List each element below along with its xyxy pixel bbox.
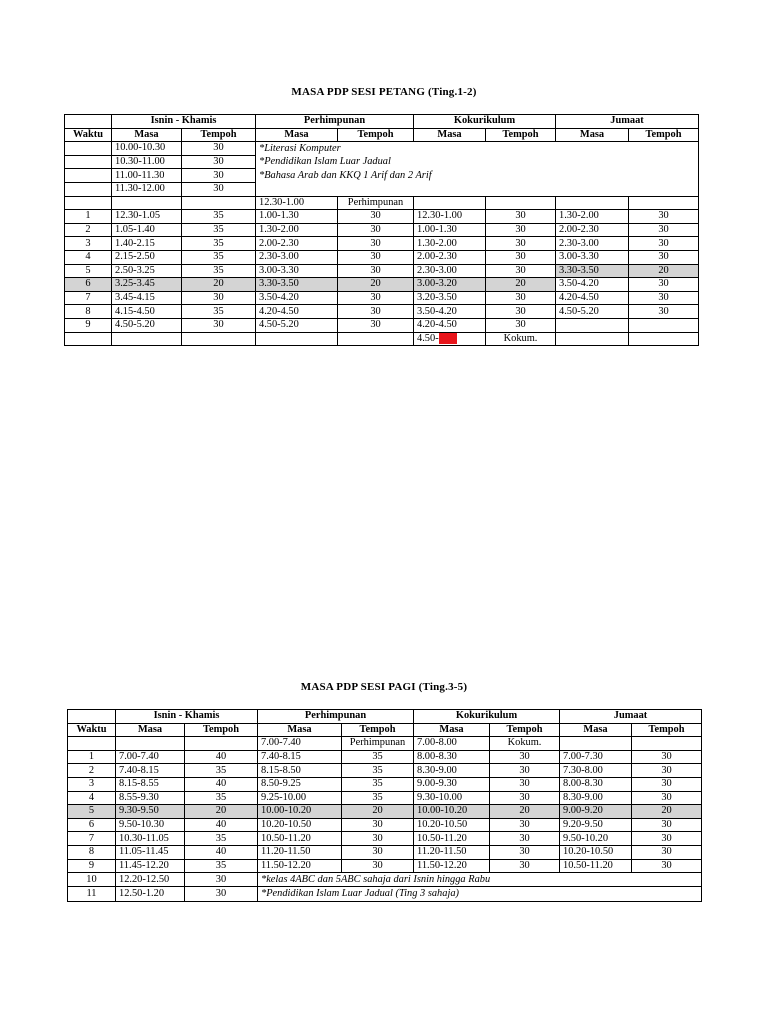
table-cell: 35 [182, 305, 256, 319]
table-cell: 30 [338, 318, 414, 332]
table-cell [556, 332, 629, 346]
table-cell: 1 [68, 750, 116, 764]
table-cell: 40 [185, 750, 258, 764]
table-cell: 35 [342, 791, 414, 805]
column-header-row [68, 723, 702, 737]
table-cell: 11.20-11.50 [258, 845, 342, 859]
table-cell: 30 [629, 223, 699, 237]
table-cell: 7 [65, 291, 112, 305]
table-cell: 20 [490, 805, 560, 819]
table-cell: 30 [182, 182, 256, 196]
table-cell: 9.00-9.30 [414, 777, 490, 791]
table-cell: 3.00-3.20 [414, 278, 486, 292]
table-cell: 3.50-4.20 [256, 291, 338, 305]
table-cell: 35 [185, 859, 258, 873]
table-cell: 30 [182, 155, 256, 169]
table-row [65, 142, 699, 156]
table-cell: Perhimpunan [338, 196, 414, 210]
column-header: Masa [116, 723, 185, 737]
table-cell: 30 [629, 237, 699, 251]
table-cell: Kokum. [490, 737, 560, 751]
table-cell: 8.55-9.30 [116, 791, 185, 805]
table-cell [65, 332, 112, 346]
table-row [65, 210, 699, 224]
table-cell: 12.30-1.00 [256, 196, 338, 210]
group-header: Kokurikulum [414, 115, 556, 129]
table-cell: 30 [632, 818, 702, 832]
group-header: Isnin - Khamis [112, 115, 256, 129]
table-cell: 3.45-4.15 [112, 291, 182, 305]
table-cell: 30 [632, 764, 702, 778]
table-cell: 30 [338, 250, 414, 264]
table-cell: 30 [629, 291, 699, 305]
table-cell [65, 169, 112, 183]
table-cell: 8.00-8.30 [560, 777, 632, 791]
table-cell: 12.20-12.50 [116, 873, 185, 887]
table-cell: 3.25-3.45 [112, 278, 182, 292]
kokum-time-start: 4.50- [417, 332, 439, 344]
table-cell: 3.50-4.20 [414, 305, 486, 319]
table-cell: 30 [338, 210, 414, 224]
table-cell: 7.00-7.40 [116, 750, 185, 764]
table-cell: 4.50-5.20 [256, 318, 338, 332]
table-cell: 40 [185, 777, 258, 791]
column-header: Tempoh [490, 723, 560, 737]
table-cell: 10.30-11.05 [116, 832, 185, 846]
table-cell [632, 737, 702, 751]
table-cell: 6 [65, 278, 112, 292]
table-cell: 20 [185, 805, 258, 819]
table-cell: 30 [490, 859, 560, 873]
table-cell [185, 737, 258, 751]
group-header: Perhimpunan [258, 710, 414, 724]
table-cell: 8.15-8.55 [116, 777, 185, 791]
column-header: Tempoh [185, 723, 258, 737]
table-cell: 30 [342, 859, 414, 873]
table-cell: 35 [182, 223, 256, 237]
table-cell: 4.20-4.50 [556, 291, 629, 305]
table-cell [629, 196, 699, 210]
table-cell: 30 [632, 859, 702, 873]
table-cell: 10.50-11.20 [258, 832, 342, 846]
table-cell: 35 [182, 250, 256, 264]
table-cell: 2 [65, 223, 112, 237]
table-cell: 30 [342, 845, 414, 859]
table-cell: 30 [338, 264, 414, 278]
group-header-row [68, 710, 702, 724]
table-cell: 6 [68, 818, 116, 832]
table-cell: 4.15-4.50 [112, 305, 182, 319]
table-cell: 30 [182, 169, 256, 183]
group-header: Jumaat [560, 710, 702, 724]
table-cell: 10.50-11.20 [560, 859, 632, 873]
column-header: Tempoh [632, 723, 702, 737]
table-cell: 10 [68, 873, 116, 887]
table-cell: 8.30-9.00 [414, 764, 490, 778]
table-cell: 30 [486, 305, 556, 319]
table-cell: 9.25-10.00 [258, 791, 342, 805]
group-header: Perhimpunan [256, 115, 414, 129]
table-cell: 35 [185, 832, 258, 846]
table-cell: 30 [182, 318, 256, 332]
table-cell: 7.00-7.40 [258, 737, 342, 751]
column-header: Tempoh [182, 128, 256, 142]
table-cell: 30 [490, 750, 560, 764]
table-cell: 30 [490, 764, 560, 778]
table-cell: 30 [490, 791, 560, 805]
table-cell: 30 [629, 278, 699, 292]
table-cell [112, 332, 182, 346]
blank-header-cell [65, 115, 112, 129]
kokum-masa-cell [414, 332, 486, 346]
table-cell: 9.00-9.20 [560, 805, 632, 819]
column-header-row [65, 128, 699, 142]
table-cell: 9.30-10.00 [414, 791, 490, 805]
table-cell: 4.50-5.20 [112, 318, 182, 332]
table-cell: 3.00-3.30 [556, 250, 629, 264]
table-cell [65, 155, 112, 169]
table-cell: 35 [182, 264, 256, 278]
table-cell [65, 182, 112, 196]
table-cell: 10.50-11.20 [414, 832, 490, 846]
table-cell: 30 [185, 873, 258, 887]
table-row [68, 859, 702, 873]
group-header: Jumaat [556, 115, 699, 129]
table-cell: 30 [632, 750, 702, 764]
table-cell: 3.50-4.20 [556, 278, 629, 292]
table-cell: 30 [185, 887, 258, 901]
table-cell: 30 [632, 845, 702, 859]
table-cell: 35 [342, 750, 414, 764]
table-row [65, 305, 699, 319]
table-cell: 20 [486, 278, 556, 292]
table-cell: 35 [185, 791, 258, 805]
table-cell: 2.00-2.30 [414, 250, 486, 264]
table-cell: 9.50-10.20 [560, 832, 632, 846]
table-cell: 2.00-2.30 [556, 223, 629, 237]
table-cell: 30 [486, 223, 556, 237]
table-cell: 11 [68, 887, 116, 901]
table-cell: 10.00-10.30 [112, 142, 182, 156]
table-cell: 2.00-2.30 [256, 237, 338, 251]
table-cell: Kokum. [486, 332, 556, 346]
column-header: Masa [560, 723, 632, 737]
table-cell [414, 196, 486, 210]
table-cell: 11.20-11.50 [414, 845, 490, 859]
table-cell [556, 196, 629, 210]
table-cell: 10.00-10.20 [414, 805, 490, 819]
kokum-time-end-highlight: 5.50 [438, 332, 457, 344]
table-cell: 2.15-2.50 [112, 250, 182, 264]
table-row [65, 291, 699, 305]
table-cell: 8 [65, 305, 112, 319]
table-cell [560, 737, 632, 751]
table-cell: 8.50-9.25 [258, 777, 342, 791]
table-row [65, 237, 699, 251]
column-header: Tempoh [342, 723, 414, 737]
table-cell: 3 [68, 777, 116, 791]
table-cell: 7.00-7.30 [560, 750, 632, 764]
assembly-row [65, 196, 699, 210]
table-row [68, 791, 702, 805]
column-header: Tempoh [629, 128, 699, 142]
table-row [65, 278, 699, 292]
table-cell: 11.05-11.45 [116, 845, 185, 859]
table-cell [65, 196, 112, 210]
table-row [68, 887, 702, 901]
table-cell: 30 [486, 291, 556, 305]
table-cell: 35 [342, 777, 414, 791]
table-cell: 10.20-10.50 [414, 818, 490, 832]
table-cell [338, 332, 414, 346]
column-header: Waktu [68, 723, 116, 737]
table-cell: 10.20-10.50 [560, 845, 632, 859]
table-cell: 30 [486, 264, 556, 278]
table-cell: 1.00-1.30 [414, 223, 486, 237]
table-cell: 30 [629, 250, 699, 264]
note-cell: *kelas 4ABC dan 5ABC sahaja dari Isnin hingga Rabu [258, 873, 702, 887]
table-cell: 4.20-4.50 [256, 305, 338, 319]
table-cell [556, 318, 629, 332]
table-cell: 12.30-1.05 [112, 210, 182, 224]
petang-title: MASA PDP SESI PETANG (Ting.1-2) [291, 86, 477, 98]
table-cell: 35 [182, 210, 256, 224]
table-cell: 20 [342, 805, 414, 819]
table-cell [182, 196, 256, 210]
table-cell: 3.20-3.50 [414, 291, 486, 305]
table-row [65, 250, 699, 264]
assembly-row [68, 737, 702, 751]
table-cell: 2.30-3.00 [556, 237, 629, 251]
table-cell: 30 [629, 210, 699, 224]
table-cell: 10.20-10.50 [258, 818, 342, 832]
column-header: Masa [414, 128, 486, 142]
petang-timetable [64, 114, 699, 346]
table-cell: 11.50-12.20 [258, 859, 342, 873]
table-cell: 12.50-1.20 [116, 887, 185, 901]
table-cell: 4 [65, 250, 112, 264]
note-line: *Bahasa Arab dan KKQ 1 Arif dan 2 Arif [259, 169, 432, 181]
table-cell: 7.30-8.00 [560, 764, 632, 778]
table-cell: 30 [629, 305, 699, 319]
table-cell: 30 [632, 791, 702, 805]
column-header: Tempoh [486, 128, 556, 142]
table-cell [486, 196, 556, 210]
table-cell: 1.30-2.00 [556, 210, 629, 224]
table-cell: 30 [486, 237, 556, 251]
table-cell [182, 332, 256, 346]
table-cell: 20 [629, 264, 699, 278]
table-cell: 10.00-10.20 [258, 805, 342, 819]
table-cell: 20 [632, 805, 702, 819]
table-cell: 30 [486, 210, 556, 224]
table-row [68, 764, 702, 778]
group-header-row [65, 115, 699, 129]
table-cell: 12.30-1.00 [414, 210, 486, 224]
table-cell [68, 737, 116, 751]
table-cell: 30 [338, 223, 414, 237]
table-cell: 1.40-2.15 [112, 237, 182, 251]
table-cell: 5 [68, 805, 116, 819]
table-row [65, 264, 699, 278]
table-cell: 35 [185, 764, 258, 778]
table-cell: 2 [68, 764, 116, 778]
table-cell: 2.50-3.25 [112, 264, 182, 278]
table-cell: 9 [68, 859, 116, 873]
table-cell: 5 [65, 264, 112, 278]
table-cell: 20 [338, 278, 414, 292]
table-cell: 9 [65, 318, 112, 332]
table-cell: 4 [68, 791, 116, 805]
table-cell: 30 [490, 818, 560, 832]
table-cell: 35 [342, 764, 414, 778]
table-row [65, 223, 699, 237]
table-cell: 9.30-9.50 [116, 805, 185, 819]
table-cell: 20 [182, 278, 256, 292]
table-cell: 1 [65, 210, 112, 224]
note-cell: *Pendidikan Islam Luar Jadual (Ting 3 sahaja) [258, 887, 702, 901]
table-row [68, 832, 702, 846]
column-header: Masa [258, 723, 342, 737]
table-cell: 30 [486, 318, 556, 332]
table-cell [629, 318, 699, 332]
table-cell: Perhimpunan [342, 737, 414, 751]
blank-header-cell [68, 710, 116, 724]
column-header: Masa [414, 723, 490, 737]
column-header: Masa [112, 128, 182, 142]
table-cell: 9.50-10.30 [116, 818, 185, 832]
table-row [68, 818, 702, 832]
table-cell: 7 [68, 832, 116, 846]
table-cell: 30 [632, 832, 702, 846]
table-cell [65, 142, 112, 156]
note-line: *Pendidikan Islam Luar Jadual [259, 156, 391, 168]
table-cell: 30 [338, 291, 414, 305]
table-row [68, 845, 702, 859]
table-cell [116, 737, 185, 751]
table-cell: 1.00-1.30 [256, 210, 338, 224]
table-cell [112, 196, 182, 210]
column-header: Waktu [65, 128, 112, 142]
table-cell: 8 [68, 845, 116, 859]
table-cell: 30 [486, 250, 556, 264]
table-cell: 30 [342, 818, 414, 832]
table-cell: 30 [342, 832, 414, 846]
table-cell: 2.30-3.00 [414, 264, 486, 278]
table-cell: 3.30-3.50 [556, 264, 629, 278]
table-cell: 11.50-12.20 [414, 859, 490, 873]
table-cell: 30 [632, 777, 702, 791]
table-cell: 3 [65, 237, 112, 251]
table-cell: 9.20-9.50 [560, 818, 632, 832]
table-cell: 30 [490, 832, 560, 846]
pagi-title: MASA PDP SESI PAGI (Ting.3-5) [300, 681, 468, 693]
table-cell: 8.00-8.30 [414, 750, 490, 764]
table-cell: 7.40-8.15 [116, 764, 185, 778]
table-cell: 8.30-9.00 [560, 791, 632, 805]
table-cell: 4.20-4.50 [414, 318, 486, 332]
group-header: Isnin - Khamis [116, 710, 258, 724]
table-row [68, 750, 702, 764]
table-cell: 30 [490, 777, 560, 791]
table-cell: 30 [338, 237, 414, 251]
table-row [68, 777, 702, 791]
table-cell: 30 [182, 142, 256, 156]
table-cell: 4.50-5.20 [556, 305, 629, 319]
table-cell: 40 [185, 845, 258, 859]
table-cell [256, 332, 338, 346]
table-cell: 40 [185, 818, 258, 832]
table-cell: 2.30-3.00 [256, 250, 338, 264]
table-cell: 30 [338, 305, 414, 319]
table-cell: 3.30-3.50 [256, 278, 338, 292]
column-header: Masa [556, 128, 629, 142]
column-header: Tempoh [338, 128, 414, 142]
note-line: *Literasi Komputer [259, 143, 341, 155]
table-cell [629, 332, 699, 346]
pagi-timetable [67, 709, 702, 902]
table-cell: 35 [182, 237, 256, 251]
column-header: Masa [256, 128, 338, 142]
table-cell: 10.30-11.00 [112, 155, 182, 169]
table-cell: 30 [490, 845, 560, 859]
table-cell: 7.40-8.15 [258, 750, 342, 764]
table-cell: 1.05-1.40 [112, 223, 182, 237]
table-cell: 7.00-8.00 [414, 737, 490, 751]
table-cell: 8.15-8.50 [258, 764, 342, 778]
table-cell: 30 [182, 291, 256, 305]
table-row [68, 805, 702, 819]
table-cell: 1.30-2.00 [256, 223, 338, 237]
table-cell: 3.00-3.30 [256, 264, 338, 278]
table-cell: 1.30-2.00 [414, 237, 486, 251]
kokum-row [65, 332, 699, 346]
table-row [65, 318, 699, 332]
table-cell: 11.00-11.30 [112, 169, 182, 183]
table-cell: 11.30-12.00 [112, 182, 182, 196]
table-row [68, 873, 702, 887]
table-cell: 11.45-12.20 [116, 859, 185, 873]
notes-cell [256, 142, 699, 196]
group-header: Kokurikulum [414, 710, 560, 724]
